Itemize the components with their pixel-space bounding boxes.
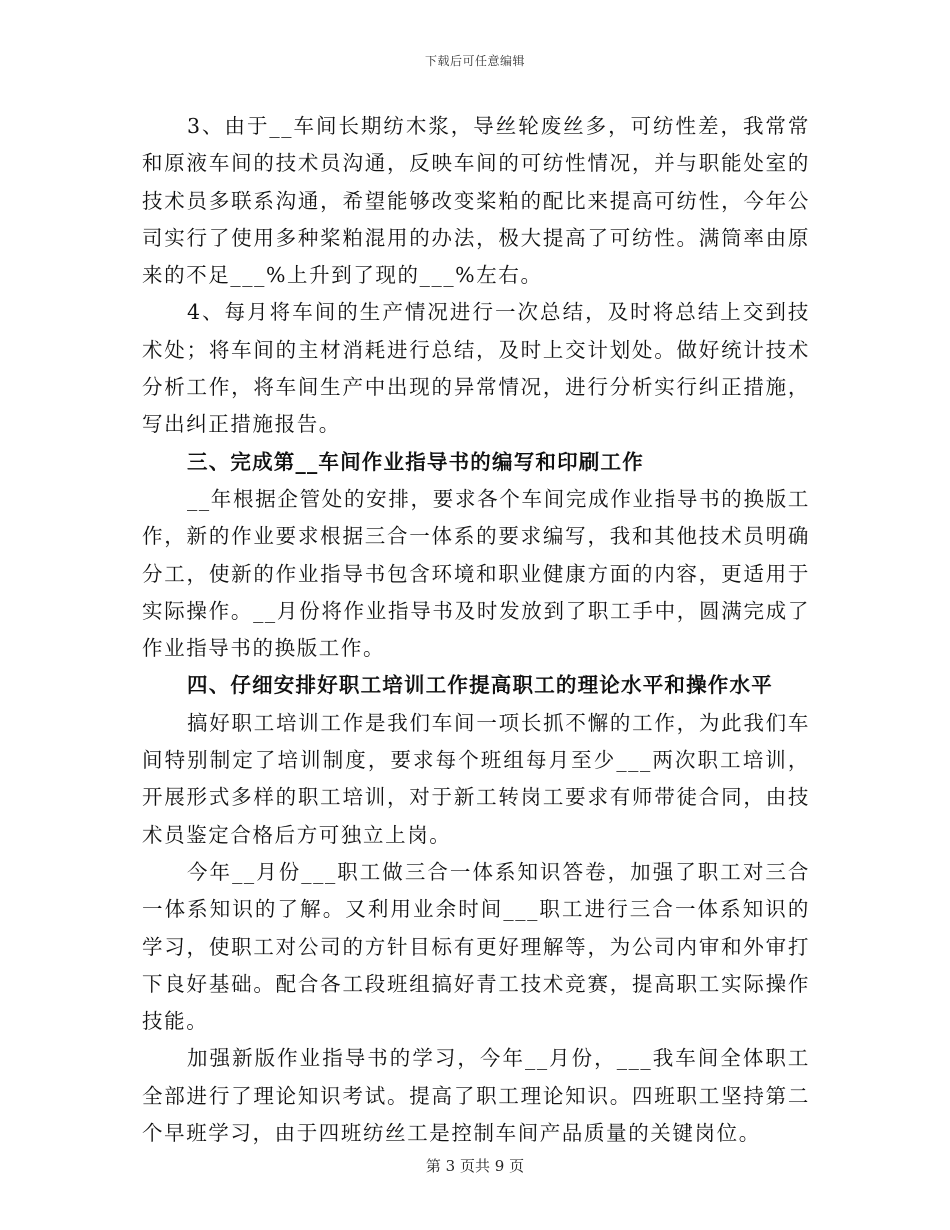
document-body <box>142 108 810 1152</box>
paragraph-item-3: 3、由于__车间长期纺木浆，导丝轮废丝多，可纺性差，我常常和原液车间的技术员沟通，反映车间的可纺性情况，并与职能处室的技术员多联系沟通，希望能够改变桨粕的配比来提高可纺性，今年公司实行了使用多种桨粕混用的办法，极大提高了可纺性。满筒率由原来的不足___%上升到了现的___%左右。 <box>142 114 810 288</box>
page-header: 下载后可任意编辑 <box>424 54 525 68</box>
paragraph-training-system: 搞好职工培训工作是我们车间一项长抓不懈的工作，为此我们车间特别制定了培训制度，要求每个班组每月至少___两次职工培训，开展形式多样的职工培训，对于新工转岗工要求有师带徒合同，由技术员鉴定合格后方可独立上岗。 <box>142 710 810 847</box>
paragraph-training-quiz: 今年__月份___职工做三合一体系知识答卷，加强了职工对三合一体系知识的了解。又利用业余时间___职工进行三合一体系知识的学习，使职工对公司的方针目标有更好理解等，为公司内审和外审打下良好基础。配合各工段班组搞好青工技术竞赛，提高职工实际操作技能。 <box>142 859 810 1034</box>
section-heading-4: 四、仔细安排好职工培训工作提高职工的理论水平和操作水平 <box>187 673 773 698</box>
page-number: 第 3 页共 9 页 <box>425 1157 525 1175</box>
paragraph-work-instructions: __年根据企管处的安排，要求各个车间完成作业指导书的换版工作，新的作业要求根据三合一体系的要求编写，我和其他技术员明确分工，使新的作业指导书包含环境和职业健康方面的内容，更适用于实际操作。__月份将作业指导书及时发放到了职工手中，圆满完成了作业指导书的换版工作。 <box>142 486 810 661</box>
paragraph-training-exam: 加强新版作业指导书的学习，今年__月份，___我车间全体职工全部进行了理论知识考试。提高了职工理论知识。四班职工坚持第二个早班学习，由于四班纺丝工是控制车间产品质量的关键岗位。 <box>142 1046 810 1146</box>
paragraph-item-4: 4、每月将车间的生产情况进行一次总结，及时将总结上交到技术处；将车间的主材消耗进行总结，及时上交计划处。做好统计技术分析工作，将车间生产中出现的异常情况，进行分析实行纠正措施，写出纠正措施报告。 <box>142 300 810 437</box>
section-heading-3: 三、完成第__车间作业指导书的编写和印刷工作 <box>187 449 644 474</box>
